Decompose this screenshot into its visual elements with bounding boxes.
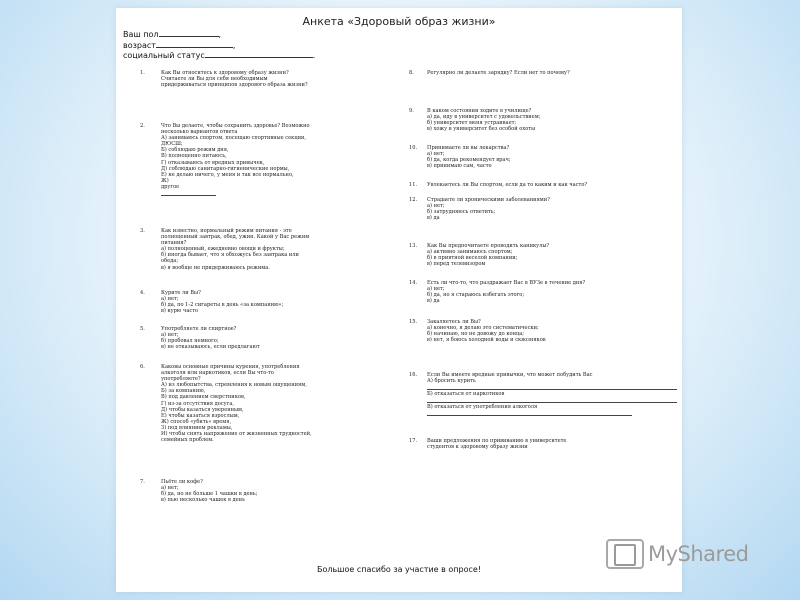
question-line: придерживаться принципов здорового образа жизни? [161,82,308,89]
question-line: в) перед телевизором [427,261,486,268]
question-text [161,228,309,271]
question-text [161,326,260,350]
question-line: б) да, но я стараюсь избегать этого; [427,292,525,299]
answer-line[interactable] [161,190,216,196]
left-column: 1. Как Вы относитесь к здоровому образу жизни? Считаете ли Вы для себя необходимым придерживаться принципов здорового образа жизни? 2. Что Вы делаете, чтобы сохранить здоровье? Возможно несколько вариантов ответа А) занимаюсь спортом, посещаю спортивные секции, ДЮСШ; Б) соблюдаю режим дня, В) полноценно питаюсь, Г) отказываюсь от вредных привычек, Д) соблюдаю санитарно-гигиенические нормы, Е) не делаю ничего, у меня и так все нормально, Ж) другое 3. Как известно, нормальный режим питания - это полноценный завтрак, обед, ужин. Какой у Вас режим питания? а) полноценный, ежедневно овощи и фрукты; б) иногда бывает, что я обхожусь без завтрака или обеда; в) я вообще не придерживаюсь режима. 4. Курите ли Вы? а) нет; б) да, по 1-2 сигареты в день «за компанию»; в) курю часто 5. Употребляете ли спиртное? а) нет; б) пробовал немного; в) не отказываюсь, если предлагают 6. Каковы основные причины курения, употребления алкоголя или наркотиков, если Вы что-то употребляете? А) из любопытства, стремления к новым ощущениям, Б) за компанию, В) под давлением сверстников, Г) из-за отсутствия досуга, Д) чтобы казаться уверенным, Е) чтобы казаться взрослым, Ж) способ «убить» время, З) под влиянием рекламы, И) чтобы снять напряжение от жизненных трудностей, семейных проблем. 7. Пьёте ли кофе? а) нет; б) да, но не больше 1 чашки в день; в) пью несколько чашек в день [140,70,312,504]
question-line: А) из любопытства, стремления к новым ощущениям, [161,382,307,389]
question-line: Ваши предложения по прививанию в университете [427,438,567,444]
question-line: б) да, по 1-2 сигареты в день «за компанию»; [161,302,284,309]
question-line: Регулярно ли делаете зарядку? Если нет то почему? [427,70,570,76]
question-text [427,70,570,76]
question-line: Увлекаетесь ли Вы спортом, если да то каким и как часто? [427,182,588,188]
question-text [427,280,585,304]
question-line: в) хожу в университет без особой охоты [427,126,536,133]
question-line: б) иногда бывает, что я обхожусь без завтрака или [161,252,299,259]
question-text [161,70,308,88]
answer-line[interactable] [427,384,677,390]
question-line: Ж) [161,177,169,184]
gender-row: Ваш пол , [123,30,222,39]
question-line: А) занимаюсь спортом, посещаю спортивные секции, [161,135,307,142]
question-line: А) бросить курить [427,378,476,385]
question-text [161,364,312,443]
question-text [427,319,546,343]
question-line: употребляете? [161,376,201,383]
question-16-option-b: Б) отказаться от наркотиков [427,391,505,398]
question-line: в) да [427,298,440,305]
question-line: И) чтобы снять напряжение от жизненных трудностей, [161,431,312,438]
right-column: 8. Регулярно ли делаете зарядку? Если нет то почему? 9. В каком состоянии ходите в училище? а) да, иду в университет с удовольствием; б) университет меня устраивает; в) хожу в университет без особой охоты 10. Принимаете ли вы лекарства? а) нет; б) да, когда рекомендует врач; в) принимаю сам, часто 11. Увлекаетесь ли Вы спортом, если да то каким и как часто? 12. Страдаете ли хроническими заболеваниями? а) нет; б) затрудняюсь ответить; в) да 13. Как Вы предпочитаете проводить каникулы? а) активно занимаюсь спортом; б) в приятной веселой компании; в) перед телевизором 14. Есть ли что-то, что раздражает Вас в ВУЗе в течение дня? а) нет; б) да, но я стараюсь избегать этого; в) да 15. Закаляетесь ли Вы? а) конечно, я делаю это систематически; б) начинаю, но не довожу до конца; в) нет, я боюсь холодной воды и сквозняков 16. Если Вы имеете вредные привычки, что может побудить Вас А) бросить курить Б) отказаться от наркотиков В) отказаться от употребления алкоголя 17. Ваши предложения по прививанию в университете студентов к здоровому образу жизни [409,8,669,592]
question-line: Как Вы предпочитаете проводить каникулы? [427,243,550,249]
question-line: в) я вообще не придерживаюсь режима. [161,264,270,271]
question-line: З) под влиянием рекламы, [161,424,233,431]
questionnaire-page [116,8,682,592]
question-line: в) принимаю сам, часто [427,163,492,170]
question-line: а) нет; [161,485,179,492]
question-line: а) нет; [161,296,179,303]
question-line: в) нет, я боюсь холодной воды и сквозняков [427,337,546,344]
question-line: в) да [427,215,440,222]
question-line: б) да, когда рекомендует врач; [427,157,511,164]
question-text [427,243,549,267]
status-row: социальный статус . [123,51,316,60]
question-line: Е) не делаю ничего, у меня и так все нормально, [161,171,294,178]
question-line: б) да, но не больше 1 чашки в день; [161,491,258,498]
question-line: а) нет; [161,332,179,339]
question-line: а) полноценный, ежедневно овощи и фрукты; [161,246,285,253]
answer-line[interactable] [427,397,677,403]
question-line: Б) соблюдаю режим дня, [161,147,229,154]
question-line: а) нет; [427,286,445,293]
question-line: несколько вариантов ответа [161,129,238,136]
question-line: Пьёте ли кофе? [161,479,203,485]
question-line: Е) чтобы казаться взрослым, [161,412,240,419]
question-line: Как известно, нормальный режим питания - это [161,228,292,234]
question-text [161,290,283,314]
question-line: Д) чтобы казаться уверенным, [161,406,244,413]
question-text [427,197,550,221]
question-line: питания? [161,240,187,247]
question-16-option-c: В) отказаться от употребления алкоголя [427,404,538,411]
age-row: возраст , [123,40,236,50]
presentation-board-icon [606,539,644,569]
question-line: Считаете ли Вы для себя необходимым [161,76,268,83]
question-line: в) не отказываюсь, если предлагают [161,344,260,351]
question-line: Страдаете ли хроническими заболеваниями? [427,197,550,203]
question-text [427,372,679,384]
question-line: б) пробовал немного; [161,338,219,345]
question-line: Г) отказываюсь от вредных привычек, [161,159,265,166]
question-line: а) конечно, я делаю это систематически; [427,325,539,332]
question-line: Закаляетесь ли Вы? [427,319,481,325]
question-line: В) полноценно питаюсь, [161,153,227,160]
question-line: Б) за компанию, [161,388,206,395]
question-line: в) пью несколько чашек в день [161,497,245,504]
watermark-logo[interactable] [606,539,748,569]
question-line: полноценный завтрак, обед, ужин. Какой у Вас режим [161,234,310,241]
question-line: б) в приятной веселой компании; [427,255,518,262]
question-16-body [427,372,679,417]
question-text [161,123,310,197]
question-text [427,145,511,169]
question-line: Г) из-за отсутствия досуга, [161,400,235,407]
question-line: Употребляете ли спиртное? [161,326,237,332]
question-line: б) университет меня устраивает; [427,120,517,127]
question-line: б) начинаю, но не довожу до конца; [427,331,525,338]
question-line: обеда; [161,258,179,265]
question-line: Каковы основные причины курения, употребления [161,364,300,370]
question-line: б) затрудняюсь ответить; [427,209,496,216]
thanks-footer: Большое спасибо за участие в опросе! [316,565,482,574]
question-line: другое [161,183,180,190]
question-line: Если Вы имеете вредные привычки, что может побудить Вас [427,372,593,378]
answer-line[interactable] [427,410,632,416]
question-text [427,182,587,188]
question-line: семейных проблем. [161,437,214,444]
question-line: а) да, иду в университет с удовольствием; [427,114,541,121]
question-line: Как Вы относитесь к здоровому образу жизни? [161,70,289,76]
watermark-text: MyShared [648,542,749,566]
question-line: а) активно занимаюсь спортом; [427,249,513,256]
question-line: Есть ли что-то, что раздражает Вас в ВУЗе в течение дня? [427,280,586,286]
question-line: студентов к здоровому образу жизни [427,444,528,451]
question-line: а) нет; [427,203,445,210]
question-line: а) нет; [427,151,445,158]
question-line: Курите ли Вы? [161,290,201,296]
question-line: В) под давлением сверстников, [161,394,246,401]
question-line: В каком состоянии ходите в училище? [427,108,532,114]
question-line: алкоголя или наркотиков, если Вы что-то [161,370,274,377]
question-line: в) курю часто [161,308,199,315]
page-title: Анкета «Здоровый образ жизни» [302,15,496,28]
question-line: Что Вы делаете, чтобы сохранить здоровье? Возможно [161,123,310,129]
question-text [427,438,566,450]
question-line: Принимаете ли вы лекарства? [427,145,510,151]
question-text [427,108,540,132]
question-line: Д) соблюдаю санитарно-гигиенические нормы, [161,165,290,172]
question-line: Ж) способ «убить» время, [161,418,232,425]
question-line: ДЮСШ; [161,141,183,148]
question-text [161,479,257,503]
